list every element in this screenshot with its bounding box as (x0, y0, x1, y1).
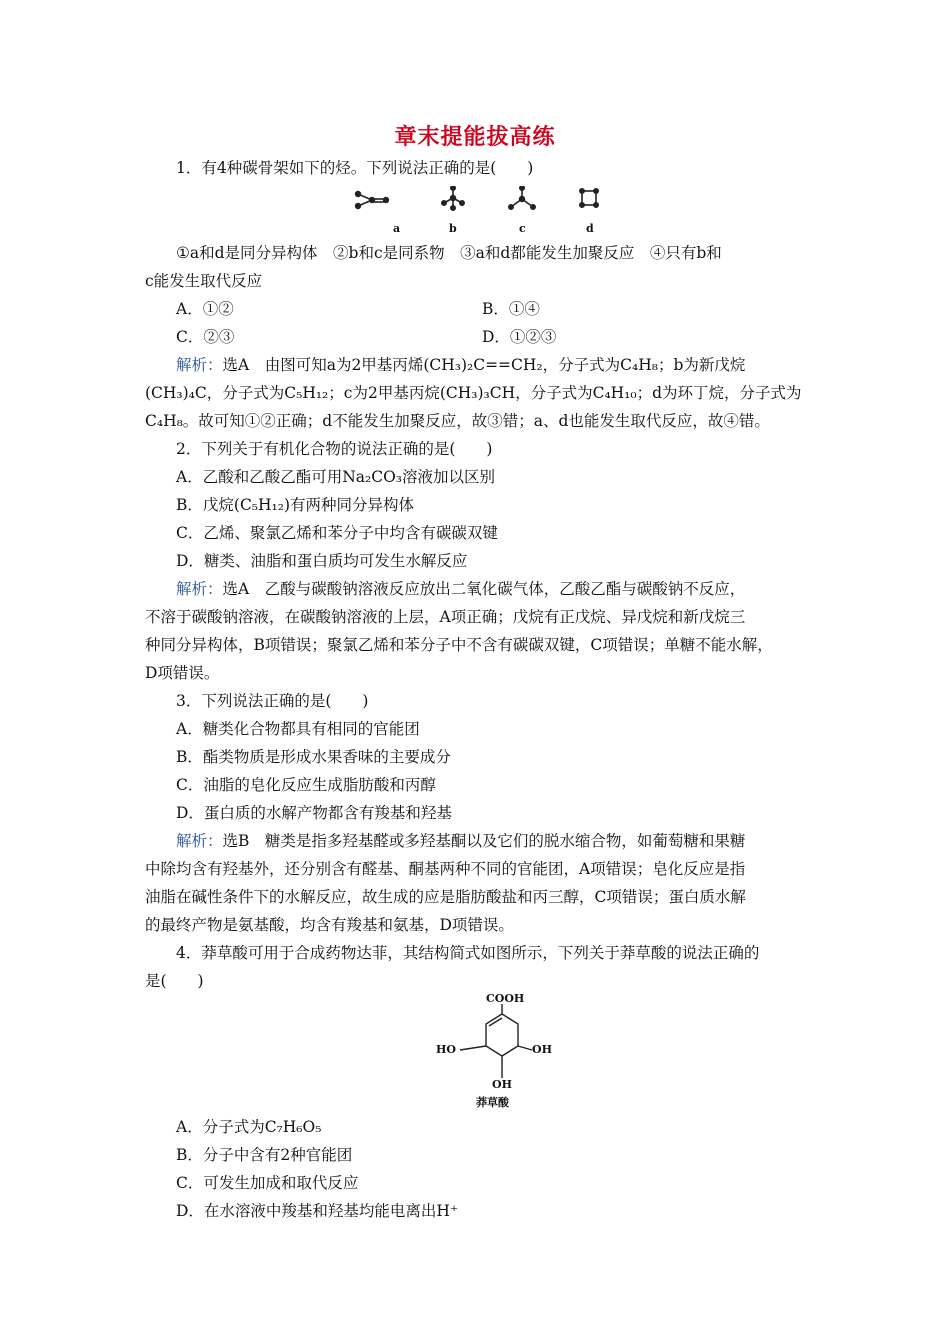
page-title: 章末提能拔高练 (394, 124, 556, 150)
q1-analysis-text: 选A 由图可知a为2甲基丙烯(CH₃)₂C==CH₂，分子式为C₄H₈；b为新戊烷 (222, 356, 746, 374)
analysis-label: 解析： (176, 580, 223, 598)
q3-analysis-text: 选B 糖类是指多羟基醛或多羟基酮以及它们的脱水缩合物，如葡萄糖和果糖 (222, 832, 746, 850)
q2-analysis-text: 选A 乙酸与碳酸钠溶液反应放出二氧化碳气体，乙酸乙酯与碳酸钠不反应， (222, 580, 746, 598)
q1-analysis (176, 355, 846, 375)
fig-label-b: b (449, 222, 457, 235)
q3-analysis (176, 831, 846, 851)
q2-option-d: D．糖类、油脂和蛋白质均可发生水解反应 (176, 552, 468, 570)
q3-analysis-cont: 中除均含有羟基外，还分别含有醛基、酮基两种不同的官能团，A项错误；皂化反应是指 (145, 860, 746, 878)
q4-option-c: C．可发生加成和取代反应 (176, 1174, 359, 1192)
q3-option-b: B．酯类物质是形成水果香味的主要成分 (176, 748, 451, 766)
q2-option-b: B．戊烷(C₅H₁₂)有两种同分异构体 (176, 496, 415, 514)
q1-option-c: C．②③ (176, 328, 235, 346)
q1-option-d: D．①②③ (482, 328, 557, 346)
q3-analysis-cont: 的最终产物是氨基酸，均含有羧基和氨基，D项错误。 (145, 916, 514, 934)
q2-analysis-cont: D项错误。 (145, 664, 220, 682)
q3-analysis-cont: 油脂在碱性条件下的水解反应，故生成的应是脂肪酸盐和丙三醇，C项错误；蛋白质水解 (145, 888, 746, 906)
q1-carbon-skeleton-figure (352, 186, 612, 236)
q1-option-row (176, 327, 846, 347)
q1-analysis-cont: C₄H₈。故可知①②正确；d不能发生加聚反应，故③错；a、d也能发生取代反应，故④错。 (145, 412, 770, 430)
ho-group-label: HO (436, 1043, 456, 1056)
fig-label-d: d (586, 222, 594, 235)
q1-option-a: A．①② (176, 300, 234, 318)
oh-bottom-group-label: OH (492, 1078, 512, 1091)
analysis-label: 解析： (176, 832, 223, 850)
q1-analysis-cont: (CH₃)₄C，分子式为C₅H₁₂；c为2甲基丙烷(CH₃)₃CH，分子式为C₄H₁₀；d为环丁烷，分子式为 (145, 384, 802, 402)
q1-statements: ①a和d是同分异构体 ②b和c是同系物 ③a和d都能发生加聚反应 ④只有b和 (176, 244, 722, 262)
analysis-label: 解析： (176, 356, 223, 374)
shikimic-acid-structure (420, 990, 560, 1110)
fig-label-a: a (393, 222, 401, 235)
q3-option-c: C．油脂的皂化反应生成脂肪酸和丙醇 (176, 776, 436, 794)
q4-option-a: A．分子式为C₇H₆O₅ (176, 1118, 322, 1136)
q1-option-row (176, 299, 846, 319)
oh-right-group-label: OH (532, 1043, 552, 1056)
q3-stem: 3．下列说法正确的是( ) (176, 692, 369, 710)
q2-option-a: A．乙酸和乙酸乙酯可用Na₂CO₃溶液加以区别 (176, 468, 495, 486)
q4-stem: 4．莽草酸可用于合成药物达菲，其结构简式如图所示，下列关于莽草酸的说法正确的 (176, 944, 760, 962)
q4-stem-cont: 是( ) (145, 972, 204, 990)
q2-option-c: C．乙烯、聚氯乙烯和苯分子中均含有碳碳双键 (176, 524, 498, 542)
cooh-group-label: COOH (486, 992, 525, 1005)
q2-stem: 2．下列关于有机化合物的说法正确的是( ) (176, 440, 493, 458)
q3-option-d: D．蛋白质的水解产物都含有羧基和羟基 (176, 804, 452, 822)
q1-option-b: B．①④ (482, 300, 540, 318)
q4-option-d: D．在水溶液中羧基和羟基均能电离出H⁺ (176, 1202, 459, 1220)
q1-statements-cont: c能发生取代反应 (145, 272, 263, 290)
fig-label-c: c (519, 222, 526, 235)
q2-analysis-cont: 种同分异构体，B项错误；聚氯乙烯和苯分子中不含有碳碳双键，C项错误；单糖不能水解， (145, 636, 773, 654)
q3-option-a: A．糖类化合物都具有相同的官能团 (176, 720, 420, 738)
structure-caption: 莽草酸 (476, 1096, 509, 1109)
q2-analysis (176, 579, 846, 599)
q1-stem: 1．有4种碳骨架如下的烃。下列说法正确的是( ) (176, 159, 534, 177)
q2-analysis-cont: 不溶于碳酸钠溶液，在碳酸钠溶液的上层，A项正确；戊烷有正戊烷、异戊烷和新戊烷三 (145, 608, 746, 626)
q4-option-b: B．分子中含有2种官能团 (176, 1146, 353, 1164)
